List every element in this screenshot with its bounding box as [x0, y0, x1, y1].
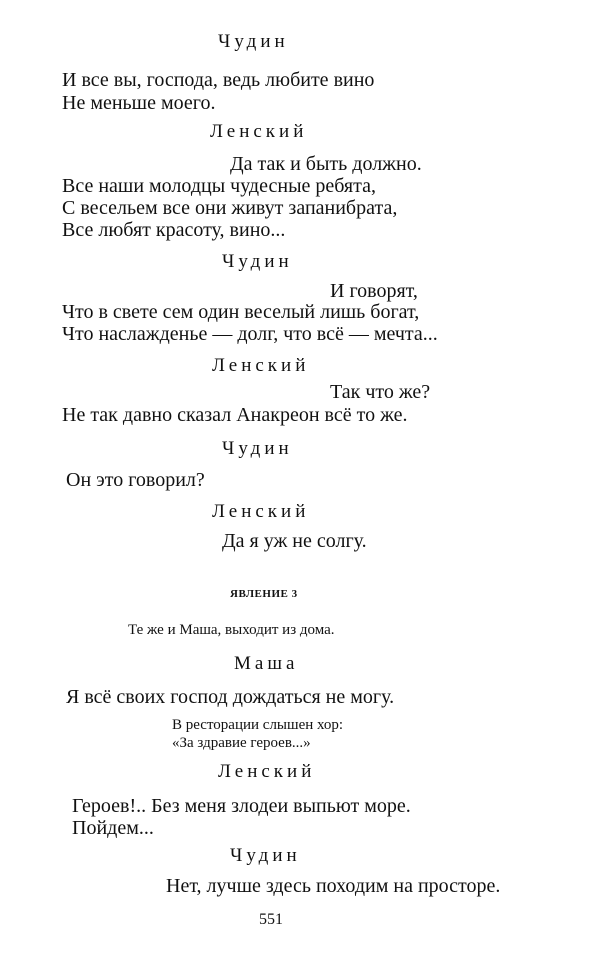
verse-line: Нет, лучше здесь походим на просторе. [166, 875, 501, 897]
verse-line: Героев!.. Без меня злодеи выпьют море. [72, 795, 411, 817]
page-number: 551 [259, 911, 283, 928]
stage-direction: «За здравие героев...» [172, 735, 311, 751]
verse-line: С весельем все они живут запанибрата, [62, 197, 398, 219]
verse-line: Я всё своих господ дождаться не могу. [66, 686, 395, 708]
speaker-name: Чудин [218, 31, 289, 52]
speaker-name: Ленский [210, 121, 308, 142]
speaker-name: Ленский [212, 501, 310, 522]
scene-heading: ЯВЛЕНИЕ 3 [230, 588, 298, 600]
verse-line: Что в свете сем один веселый лишь богат, [62, 301, 420, 323]
speaker-name: Ленский [212, 355, 310, 376]
stage-direction: Те же и Маша, выходит из дома. [128, 622, 335, 638]
verse-line: Не меньше моего. [62, 92, 216, 114]
verse-line: Да так и быть должно. [230, 153, 422, 175]
verse-line: Да я уж не солгу. [222, 530, 367, 552]
stage-direction: В ресторации слышен хор: [172, 717, 344, 733]
verse-line: Все наши молодцы чудесные ребята, [62, 175, 376, 197]
speaker-name: Маша [234, 653, 299, 674]
verse-line: Что наслажденье — долг, что всё — мечта... [62, 323, 438, 345]
verse-line: И все вы, господа, ведь любите вино [62, 69, 375, 91]
speaker-name: Чудин [222, 251, 293, 272]
verse-line: Так что же? [330, 381, 431, 403]
speaker-name: Чудин [222, 438, 293, 459]
verse-line: Все любят красоту, вино... [62, 219, 286, 241]
verse-line: Не так давно сказал Анакреон всё то же. [62, 404, 408, 426]
speaker-name: Чудин [230, 845, 301, 866]
speaker-name: Ленский [218, 761, 316, 782]
verse-line: И говорят, [330, 280, 418, 302]
verse-line: Пойдем... [72, 817, 154, 839]
verse-line: Он это говорил? [66, 469, 205, 491]
